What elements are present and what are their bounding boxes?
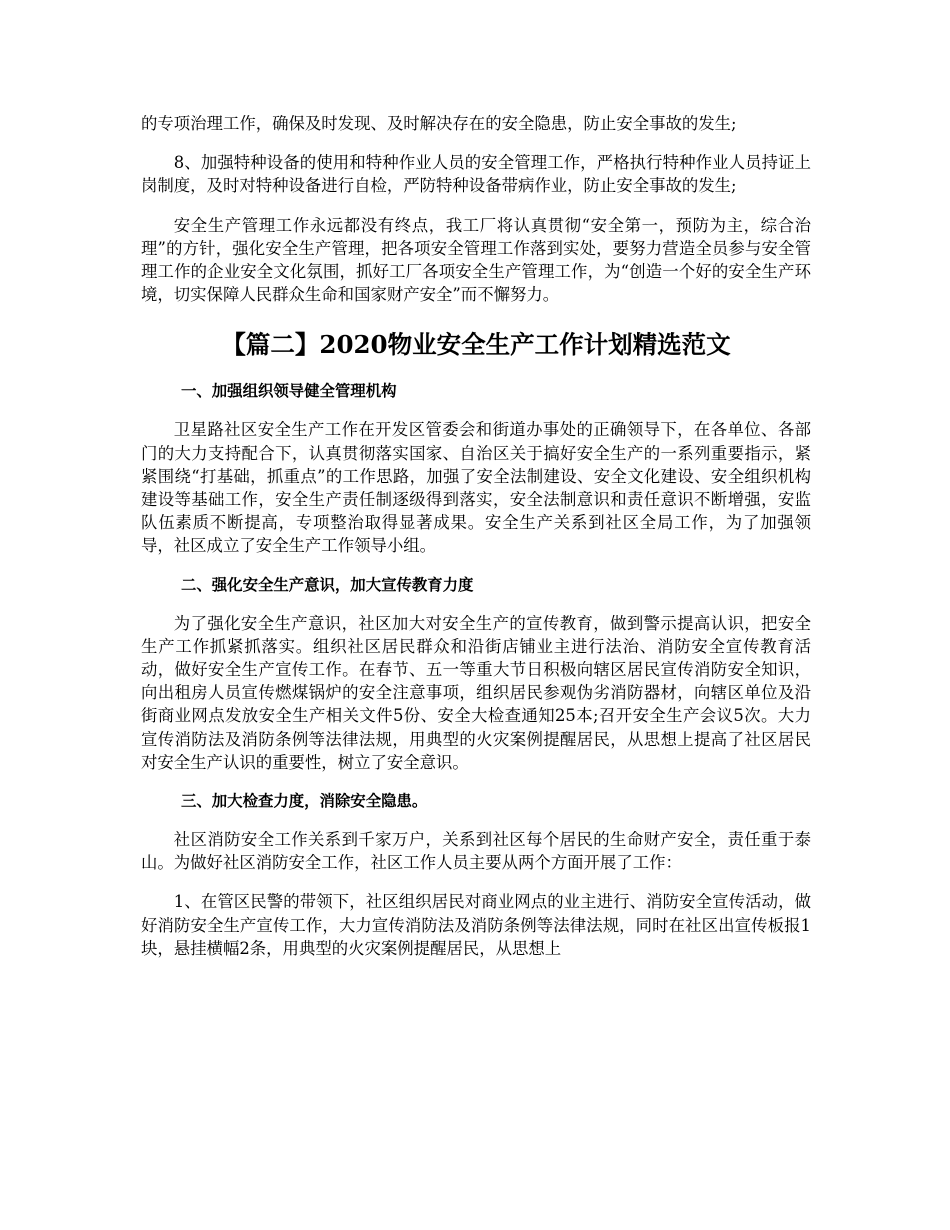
section-1-heading: 一、加强组织领导健全管理机构	[181, 382, 397, 401]
section-3-heading: 三、加大检查力度，消除安全隐患。	[181, 792, 428, 811]
section-1-paragraph: 卫星路社区安全生产工作在开发区管委会和街道办事处的正确领导下，在各单位、各部门的大力支持配合下，认真贯彻落实国家、自治区关于搞好安全生产的一系列重要指示，紧紧围绕“打基础，抓重点”的工作思路，加强了安全法制建设、安全文化建设、安全组织机构建设等基础工作，安全生产责任制逐级得到落实，安全法制意识和责任意识不断增强，安监队伍素质不断提高，专项整治取得显著成果。安全生产关系到社区全局工作，为了加强领导，社区成立了安全生产工作领导小组。	[141, 420, 811, 556]
intro-paragraph-tail: 的专项治理工作，确保及时发现、及时解决存在的安全隐患，防止安全事故的发生;	[141, 114, 737, 133]
section-3-paragraph-2: 1、在管区民警的带领下，社区组织居民对商业网点的业主进行、消防安全宣传活动，做好消防安全生产宣传工作，大力宣传消防法及消防条例等法律法规，同时在社区出宣传板报1块，悬挂横幅2条，用典型的火灾案例提醒居民，从思想上	[141, 892, 811, 958]
item-8-paragraph: 8、加强特种设备的使用和特种作业人员的安全管理工作，严格执行特种作业人员持证上岗制度，及时对特种设备进行自检，严防特种设备带病作业，防止安全事故的发生;	[141, 153, 811, 196]
section-3-paragraph-1: 社区消防安全工作关系到千家万户，关系到社区每个居民的生命财产安全，责任重于泰山。为做好社区消防安全工作，社区工作人员主要从两个方面开展了工作：	[141, 830, 811, 873]
section-2-paragraph: 为了强化安全生产意识，社区加大对安全生产的宣传教育，做到警示提高认识，把安全生产工作抓紧抓落实。组织社区居民群众和沿街店铺业主进行法治、消防安全宣传教育活动，做好安全生产宣传工作。在春节、五一等重大节日积极向辖区居民宣传消防安全知识，向出租房人员宣传燃煤锅炉的安全注意事项，组织居民参观伪劣消防器材，向辖区单位及沿街商业网点发放安全生产相关文件5份、安全大检查通知25本;召开安全生产会议5次。大力宣传消防法及消防条例等法律法规，用典型的火灾案例提醒居民，从思想上提高了社区居民对安全生产认识的重要性，树立了安全意识。	[141, 613, 811, 772]
document-page	[141, 112, 811, 976]
article-title: 【篇二】2020物业安全生产工作计划精选范文	[221, 330, 731, 360]
section-2-heading: 二、强化安全生产意识，加大宣传教育力度	[181, 575, 474, 594]
conclusion-paragraph: 安全生产管理工作永远都没有终点，我工厂将认真贯彻“安全第一，预防为主，综合治理”的方针，强化安全生产管理，把各项安全管理工作落到实处，要努力营造全员参与安全管理工作的企业安全文化氛围，抓好工厂各项安全生产管理工作，为“创造一个好的安全生产环境，切实保障人民群众生命和国家财产安全”而不懈努力。	[141, 215, 811, 305]
